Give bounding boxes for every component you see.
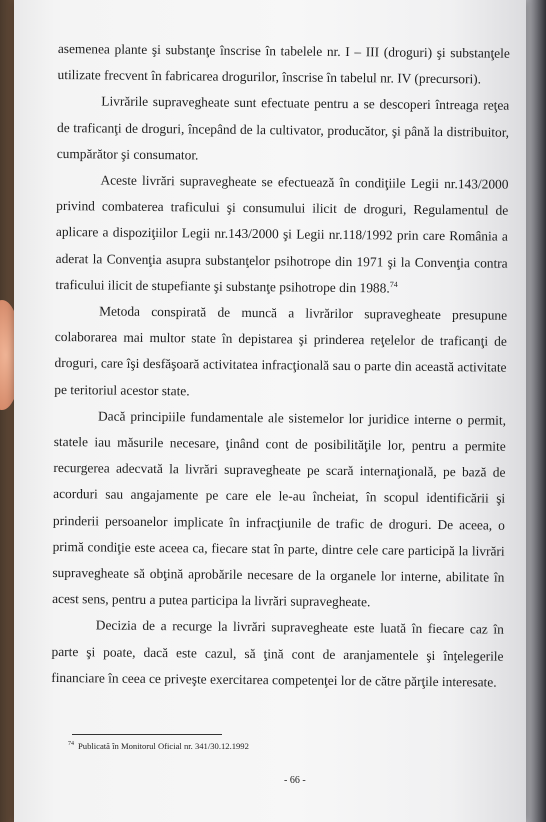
paragraph-3-text: Aceste livrări supravegheate se efectuează în condiţiile Legii nr.143/2000 privind combaterea traficului şi consumului ilicit de droguri, Regulamentul de aplicare a dispoziţiilor Legii nr.143/2000 şi Legii nr.118/1992 prin care România a aderat la Convenţia asupra substanţelor psihotrope din 1971 şi la Convenţia contra traficului ilicit de stupefiante şi substanţe psihotrope din 1988.: [55, 172, 509, 296]
footnote-reference: 74: [389, 279, 398, 289]
paragraph-6: Decizia de a recurge la livrări supravegheate este luată în fiecare caz în parte şi poate, dacă este cazul, să ţină cont de aranjamentele şi înţelegerile financiare în ceea ce priveşte exercitarea competenţei lor de către părţile interesate.: [51, 617, 504, 690]
paragraph-3: [55, 167, 508, 303]
footnote-separator: [72, 734, 222, 735]
page-number: - 66 -: [284, 775, 306, 786]
paragraph-1: asemenea plante şi substanţe înscrise în tabelele nr. I – III (droguri) şi substanţele utilizate frecvent în fabricarea drogurilor, înscrise în tabelul nr. IV (precursori).: [57, 40, 510, 87]
body-text: [51, 36, 510, 696]
paragraph-4: Metoda conspirată de muncă a livrărilor supravegheate presupune colaborarea mai multor state în depistarea şi prinderea reţelelor de traficanţi de droguri, care îşi desfăşoară activitatea infracţională sau o parte din această activitate pe teritoriul acestor state.: [54, 303, 508, 399]
paragraph-5: Dacă principiile fundamentale ale sistemelor lor juridice interne o permit, statele iau măsurile necesare, ţinând cont de posibilităţile lor, pentru a permite recurgerea adecvată la livrări supravegheate pe scară internaţională, pe bază de acorduri sau angajamente pe care ele le-au încheiat, în scopul identificării şi prinderii persoanelor implicate în infracţiunile de trafic de droguri. De aceea, o primă condiţie este aceea ca, fiecare stat în parte, dintre cele care participă la livrări supravegheate să obţină aprobările necesare de la organele lor interne, abilitate în acest sens, pentru a putea participa la livrări supravegheate.: [52, 408, 507, 610]
document-page: [14, 0, 526, 822]
paragraph-2: Livrările supravegheate sunt efectuate pentru a se descoperi întreaga reţea de traficanţi de droguri, începând de la cultivator, producător, şi până la distribuitor, cumpărător şi consumator.: [56, 93, 510, 163]
footnote: [68, 740, 488, 752]
footnote-text: Publicată în Monitorul Oficial nr. 341/30.12.1992: [78, 741, 249, 751]
footnote-marker: 74: [68, 741, 74, 748]
